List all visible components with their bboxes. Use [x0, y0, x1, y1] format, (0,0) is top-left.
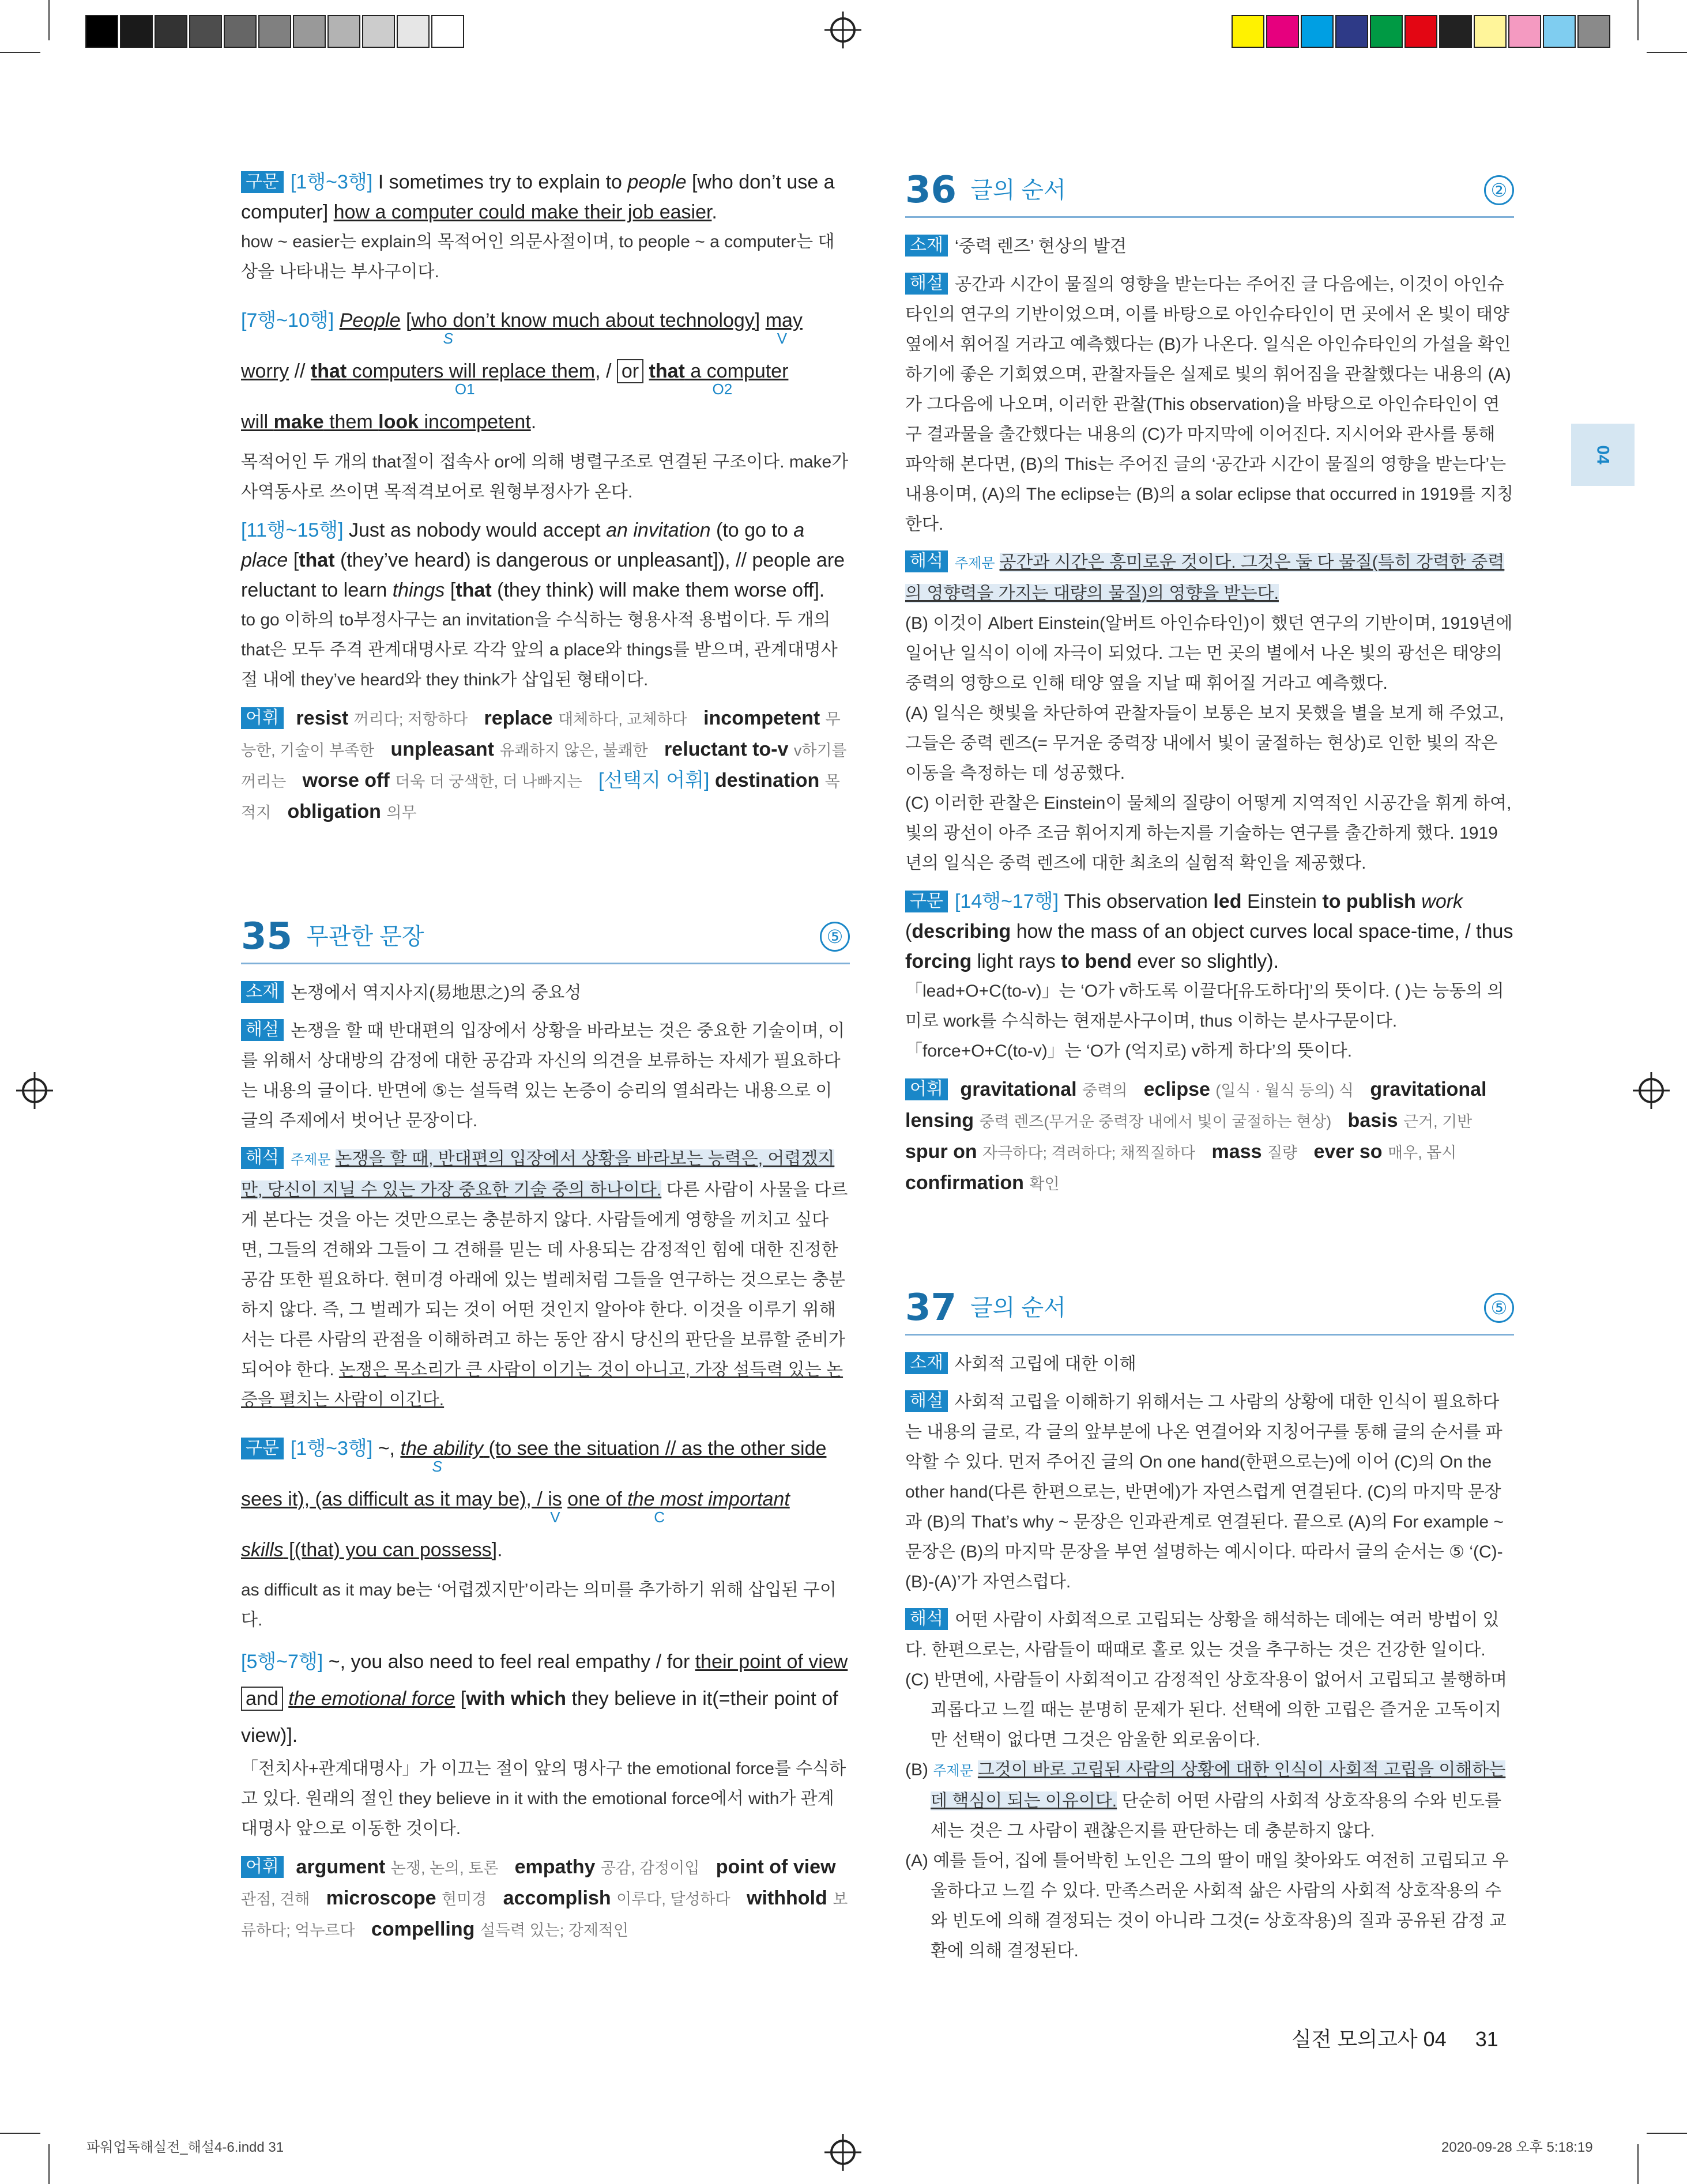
object1-phrase [311, 346, 595, 397]
paragraph-a: (A) 예를 들어, 집에 틀어박힌 노인은 그의 딸이 매일 찾아와도 여전히 고립되고 우울하다고 느낄 수 있다. 만족스러운 사회적 삶은 사람의 사회적 상호작용의 수와 빈도에 의해 결정되는 것이 아니라 그것(= 상호작용)의 질과 공유된 감정 교환에 의해 결정된다. [905, 1851, 1509, 1960]
vocab-item [1348, 1110, 1483, 1131]
color-swatch [1301, 15, 1334, 48]
korean-explanation: as difficult as it may be는 ‘어렵겠지만’이라는 의미를 추가하기 위해 삽입된 구이다. [241, 1581, 837, 1629]
vocab-word: mass [1211, 1141, 1262, 1163]
slug-timestamp: 2020-09-28 오후 5:18:19 [1441, 2140, 1593, 2155]
line-ref: [14행~17행] [954, 891, 1059, 912]
vocab-item [905, 1172, 1060, 1194]
object2-phrase [649, 346, 789, 397]
subject-label: S [432, 1458, 442, 1475]
sentence-text: [who don’t know much about technology] [405, 310, 760, 331]
verb-label: V [777, 330, 788, 347]
translation-block [241, 1144, 850, 1415]
vocab-item [303, 770, 598, 791]
sentence-text: work [1421, 891, 1463, 912]
sentence-text: . [711, 201, 717, 223]
sentence-text: . [497, 1539, 503, 1561]
vocab-tag: 어휘 [905, 1078, 948, 1100]
vocab-item [288, 801, 417, 823]
vocab-word: worse off [302, 770, 390, 791]
sentence-text: that [310, 360, 347, 382]
chapter-tab [1571, 424, 1635, 486]
vocab-item [905, 1141, 1212, 1163]
explanation-text: 사회적 고립을 이해하기 위해서는 그 사람의 상황에 대한 인식이 필요하다는 내용의 글로, 각 글의 앞부분에 나온 연결어와 지칭어구를 통해 글의 순서를 파악할 수 있다. 먼저 주어진 글의 On one hand(한편으로는)에 이어 (C)의 On the other hand(다른 한편으로는, 반면에)가 자연스럽게 연결된다. (C)의 마지막 문장과 (B)의 That’s why ~ 문장은 인과관계로 연결된다. 끝으로 (A)의 For example ~ 문장은 (B)의 마지막 문장을 부연 설명하는 예시이다. 따라서 글의 순서는 ⑤ ‘(C)-(B)-(A)’가 자연스럽다. [905, 1393, 1504, 1591]
sentence-text: [who don’t use a computer] [241, 171, 835, 223]
question-37-header [905, 1282, 1514, 1336]
question-type: 글의 순서 [970, 178, 1066, 203]
vocab-word: point of view [716, 1856, 836, 1878]
topic-sentence: 논쟁을 할 때, 반대편의 입장에서 상황을 바라보는 능력은, 어렵겠지만, 당신이 지닐 수 있는 가장 중요한 기술 중의 하나이다. [241, 1149, 835, 1199]
chapter-tab-label: 04 [1594, 445, 1613, 465]
vocab-item [371, 1918, 628, 1940]
vocab-meaning: 꺼리다; 저항하다 [353, 711, 468, 728]
vocab-meaning: 매우, 몹시 [1388, 1144, 1457, 1161]
left-column [241, 167, 850, 1953]
line-ref: [5행~7행] [241, 1651, 323, 1673]
vocab-meaning: 무능한, 기술이 부족한 [241, 711, 841, 759]
sentence-text: their point of view [695, 1651, 848, 1673]
question-type: 글의 순서 [970, 1295, 1066, 1321]
explanation-block [905, 1387, 1514, 1597]
explanation-tag: 해설 [905, 1390, 948, 1412]
line-ref: [1행~3행] [290, 1438, 373, 1459]
sentence-text: [ [445, 579, 456, 601]
topic-tag: 소재 [905, 235, 948, 257]
registration-mark-top-icon [830, 17, 856, 43]
vocab-meaning: 중력의 [1082, 1082, 1128, 1099]
translation-text: 다른 사람이 사물을 다르게 본다는 것을 아는 것만으로는 충분하지 않다. 사람들에게 영향을 끼치고 싶다면, 그들의 견해와 그들이 그 견해를 믿는 데 사용되는 감정적인 힘에 대한 진정한 공감 또한 필요하다. 현미경 아래에 있는 벌레처럼 그들을 연구하는 것으로는 충분하지 않다. 즉, 그 벌레가 되는 것이 어떤 것인지 알아야 한다. 이것을 이루기 위해서는 다른 사람의 관점을 이해하려고 하는 동안 잠시 당신의 판단을 보류할 준비가 되어야 한다. [241, 1180, 848, 1379]
vocab-item [484, 707, 704, 729]
korean-explanation: 목적어인 두 개의 that절이 접속사 or에 의해 병렬구조로 연결된 구조이다. make가 사역동사로 쓰이면 목적격보어로 원형부정사가 온다. [241, 452, 849, 501]
explanation-text: 공간과 시간이 물질의 영향을 받는다는 주어진 글 다음에는, 이것이 아인슈타인의 연구의 기반이었으며, 이를 바탕으로 아인슈타인이 먼 곳에서 온 빛이 태양 옆에서 휘어질 거라고 예측했다는 (B)가 나온다. 일식은 아인슈타인의 가설을 확인하기에 좋은 기회였으며, 관찰자들은 실제로 빛의 휘어짐을 관찰했다는 내용의 (A)가 그다음에 나오며, 이러한 관찰(This observation)을 바탕으로 아인슈타인이 연구 결과물을 출간했다는 내용의 (C)가 마지막에 이어진다. 지시어와 관사를 통해 파악해 본다면, (B)의 This는 주어진 글의 ‘공간과 시간이 물질의 영향을 받는다’는 내용이며, (A)의 The eclipse는 (B)의 a solar eclipse that occurred in 1919를 지칭한다. [905, 275, 1514, 534]
sentence-text: may [765, 310, 803, 331]
vocab-item [503, 1887, 747, 1909]
color-swatch [1232, 15, 1264, 48]
sentence-text: This observation [1064, 891, 1214, 912]
vocab-tag: 어휘 [241, 1856, 284, 1878]
question-36-header [905, 164, 1514, 218]
vocab-item [960, 1078, 1143, 1100]
sentence-text: I sometimes try to explain to [378, 171, 628, 193]
vocab-item [515, 1856, 716, 1878]
line-ref: [7행~10행] [241, 310, 334, 331]
vocab-word: compelling [371, 1918, 475, 1940]
vocab-word: destination [714, 770, 820, 791]
registration-mark-bottom-icon [830, 2140, 856, 2165]
sentence-text: with which [466, 1688, 567, 1710]
verb-phrase [766, 295, 803, 346]
sentence-text: how a computer could make their job easier [333, 201, 712, 223]
sentence-text: computers will replace them [347, 360, 596, 382]
grammar-note-36 [905, 887, 1514, 1066]
translation-block [905, 548, 1514, 878]
sentence-text: light rays [971, 950, 1061, 972]
vocab-word: obligation [287, 801, 381, 823]
sentence-text: , / [595, 360, 617, 382]
sentence-text: the ability [400, 1438, 484, 1459]
sentence-text: sees it), (as difficult as it may be), / [241, 1488, 548, 1510]
color-swatch [1577, 15, 1610, 48]
topic-text: 사회적 고립에 대한 이해 [954, 1355, 1136, 1374]
sentence-text: that [455, 579, 492, 601]
vocab-item [1144, 1078, 1370, 1100]
sentence-text: // [289, 360, 311, 382]
topic-sentence-label: 주제문 [933, 1763, 973, 1779]
color-swatch [189, 15, 222, 48]
answer-badge: ② [1484, 175, 1514, 205]
color-swatch [1439, 15, 1472, 48]
korean-explanation: 「전치사+관계대명사」가 이끄는 절이 앞의 명사구 the emotional force를 수식하고 있다. 원래의 절인 they believe in it with the emotional force에서 with가 관계대명사 앞으로 이동한 것이다. [241, 1759, 846, 1838]
line-ref: [1행~3행] [290, 171, 373, 193]
answer-badge: ⑤ [1484, 1293, 1514, 1323]
vocab-meaning: 자극하다; 격려하다; 채찍질하다 [982, 1144, 1196, 1161]
vocab-word: withhold [747, 1887, 827, 1909]
vocab-meaning: 근거, 기반 [1403, 1113, 1473, 1130]
sentence-text: [ [455, 1688, 466, 1710]
paragraph-a: (A) 일식은 햇빛을 차단하여 관찰자들이 보통은 보지 못했을 별을 보게 해 주었고, 그들은 중력 렌즈(= 무거운 중력장 내에서 빛이 굴절하는 현상)로 인한 빛의 작은 이동을 측정하는 데 성공했다. [905, 704, 1504, 783]
right-column [905, 164, 1514, 1966]
vocab-word: resist [296, 707, 349, 729]
vocab-item [296, 1856, 514, 1878]
sentence-text: forcing [905, 950, 972, 972]
vocab-meaning: 유쾌하지 않은, 불쾌한 [499, 742, 648, 759]
grammar-note-3 [241, 515, 850, 695]
grammar-tag: 구문 [905, 891, 948, 912]
subject-phrase [400, 1423, 483, 1474]
color-swatch [1474, 15, 1507, 48]
line-ref: [11행~15행] [241, 519, 344, 541]
vocab-meaning: 의무 [386, 804, 417, 821]
sentence-text: (to go to [710, 519, 794, 541]
boxed-conjunction: or [617, 359, 643, 383]
sentence-text: led [1213, 891, 1242, 912]
korean-explanation: how ~ easier는 explain의 목적어인 의문사절이며, to people ~ a computer는 대상을 나타내는 부사구이다. [241, 232, 835, 281]
sentence-text: one of [567, 1488, 628, 1510]
grammar-note-35-2 [241, 1643, 850, 1844]
explanation-tag: 해설 [241, 1019, 284, 1041]
vocab-word: incompetent [703, 707, 820, 729]
vocab-meaning: (일식 · 월식 등의) 식 [1215, 1082, 1354, 1099]
sentence-text: will [241, 411, 274, 433]
topic-block [241, 977, 850, 1008]
sentence-text: (they’ve heard) is dangerous or unpleasant]), // people are reluctant to learn [241, 549, 845, 601]
sentence-text: (to see the situation // as the other side [483, 1438, 827, 1459]
vocab-tag: 어휘 [241, 707, 284, 729]
sentence-text: make [273, 411, 324, 433]
verb-label: V [550, 1508, 560, 1526]
vocab-word: microscope [326, 1887, 436, 1909]
topic-block [905, 231, 1514, 262]
vocab-item [391, 738, 665, 760]
vocab-word: confirmation [905, 1172, 1024, 1194]
sentence-text: things [392, 579, 445, 601]
complement-label: C [654, 1508, 665, 1526]
sentence-text: People [339, 310, 401, 331]
slug-filename: 파워업독해실전_해설4-6.indd 31 [86, 2140, 284, 2155]
vocab-meaning: 보류하다; 억누르다 [241, 1891, 848, 1939]
sentence-text: the emotional force [288, 1688, 455, 1710]
paragraph-c: (C) 이러한 관찰은 Einstein이 물체의 질량이 어떻게 지역적인 시공간을 휘게 하여, 빛의 광선이 아주 조금 휘어지게 하는지를 기술하는 연구를 출간하게 했다. 1919년의 일식은 중력 렌즈에 대한 최초의 실험적 확인을 제공했다. [905, 794, 1512, 873]
registration-mark-right-icon [1639, 1078, 1664, 1103]
question-number: 35 [241, 915, 293, 958]
sentence-text: is [548, 1488, 562, 1510]
color-swatch [293, 15, 326, 48]
explanation-block [241, 1016, 850, 1136]
vocab-item [296, 707, 484, 729]
footer-title: 실전 모의고사 04 [1291, 2027, 1447, 2051]
vocab-word: spur on [905, 1141, 977, 1163]
vocab-meaning: v하기를 꺼리는 [241, 742, 847, 790]
sentence-text: ( [905, 921, 912, 942]
vocab-meaning: 질량 [1267, 1144, 1298, 1161]
sentence-text: [ [288, 549, 299, 571]
subject-label: S [443, 330, 453, 347]
sentence-text: people [627, 171, 687, 193]
topic-tag: 소재 [241, 981, 284, 1003]
question-number: 36 [905, 169, 957, 212]
paragraph-label: (B) [905, 1760, 928, 1779]
sentence-text: the most important [627, 1488, 790, 1510]
color-swatch [431, 15, 464, 48]
sentence-text: to publish [1322, 891, 1416, 912]
color-swatch [327, 15, 360, 48]
vocab-word: argument [296, 1856, 386, 1878]
translation-tag: 해석 [241, 1147, 284, 1169]
grammar-note-35-1 [241, 1423, 850, 1635]
sentence-text: [(that) you can possess] [283, 1539, 498, 1561]
sentence-text: that [299, 549, 335, 571]
color-swatch [1335, 15, 1368, 48]
color-swatch [1404, 15, 1437, 48]
paragraph-b: (B) 이것이 Albert Einstein(알버트 아인슈타인)이 했던 연구의 기반이며, 1919년에 일어난 일식이 이에 자극이 되었다. 그는 먼 곳의 별에서 나온 빛의 광선은 태양의 중력의 영향으로 인해 태양 옆을 지날 때 휘어질 거라고 예측했다. [905, 614, 1513, 693]
topic-sentence: 그것이 바로 고립된 사람의 상황에 대한 인식이 사회적 고립을 이해하는 데 핵심이 되는 이유이다. [931, 1760, 1506, 1810]
question-type: 무관한 문장 [306, 924, 424, 949]
sentence-text: that [649, 360, 685, 382]
korean-explanation: to go 이하의 to부정사구는 an invitation을 수식하는 형용사적 용법이다. 두 개의 that은 모두 주격 관계대명사로 각각 앞의 a place와 things를 받으며, 관계대명사절 내에 they’ve heard와 they think가 삽입된 형태이다. [241, 610, 838, 689]
sentence-text: an invitation [606, 519, 711, 541]
vocab-meaning: 관점, 견해 [241, 1891, 310, 1908]
sentence-text: they believe in it(=their point of view)]. [241, 1688, 838, 1747]
vocab-word: reluctant to-v [664, 738, 789, 760]
color-swatch [1266, 15, 1299, 48]
vocab-word: gravitational [960, 1078, 1077, 1100]
vocab-meaning: 확인 [1029, 1175, 1060, 1193]
irrelevant-sentence: 논쟁은 목소리가 큰 사람이 이기는 것이 아니고, 가장 설득력 있는 논증을 펼치는 사람이 이긴다. [241, 1360, 843, 1409]
color-swatch [1508, 15, 1541, 48]
sentence-text: . [530, 411, 537, 433]
topic-sentence-label: 주제문 [290, 1152, 331, 1168]
vocab-item [1313, 1141, 1467, 1163]
translation-tag: 해석 [905, 1608, 948, 1630]
sentence-text: skills [241, 1539, 284, 1561]
sentence-text: worry [241, 360, 289, 382]
vocab-block [241, 703, 850, 828]
page-footer [1291, 2023, 1498, 2053]
topic-text: 논쟁에서 역지사지(易地思之)의 중요성 [290, 983, 582, 1002]
color-swatch [155, 15, 187, 48]
translation-tag: 해석 [905, 550, 948, 572]
sentence-text: them [323, 411, 379, 433]
topic-text: ‘중력 렌즈’ 현상의 발견 [954, 237, 1127, 256]
vocab-meaning: 이루다, 달성하다 [616, 1891, 730, 1908]
question-number: 37 [905, 1287, 957, 1329]
vocab-word: replace [484, 707, 553, 729]
color-swatch [397, 15, 430, 48]
sentence-text: ever so slightly). [1131, 950, 1279, 972]
topic-sentence: 공간과 시간은 흥미로운 것이다. 그것은 둘 다 물질(특히 강력한 중력의 영향력을 가지는 대량의 물질)의 영향을 받는다. [905, 553, 1505, 603]
page-number: 31 [1475, 2027, 1498, 2051]
vocab-meaning: 더욱 더 궁색한, 더 나빠지는 [395, 773, 582, 790]
vocab-item [326, 1887, 503, 1909]
vocab-item [1212, 1141, 1314, 1163]
sentence-text: a place [241, 519, 805, 571]
explanation-block [905, 270, 1514, 540]
paragraph-c: (C) 반면에, 사람들이 사회적이고 감정적인 상호작용이 없어서 고립되고 불행하며 괴롭다고 느낄 때는 분명히 문제가 된다. 선택에 의한 고립은 즐거운 고독이지만 선택이 없다면 그것은 암울한 외로움이다. [905, 1670, 1508, 1749]
vocab-word: basis [1347, 1110, 1398, 1131]
verb-phrase [548, 1474, 562, 1525]
vocab-list [241, 707, 847, 823]
sentence-text: Just as nobody would accept [349, 519, 607, 541]
boxed-conjunction: and [241, 1687, 283, 1711]
paragraph-b [905, 1755, 1514, 1846]
grammar-note-2 [241, 295, 850, 507]
sentence-text: a computer [684, 360, 789, 382]
sentence-text: ~, you also need to feel real empathy / for [328, 1651, 695, 1673]
sentence-text: incompetent [419, 411, 531, 433]
korean-explanation: 「lead+O+C(to-v)」는 ‘O가 v하도록 이끌다[유도하다]’의 뜻이다. ( )는 능동의 의미로 work를 수식하는 현재분사구이며, thus 이하는 분사구문이다. 「force+O+C(to-v)」는 ‘O가 (억지로) v하게 하다’의 뜻이다. [905, 982, 1504, 1061]
sentence-text: ~, [378, 1438, 401, 1459]
vocab-word: eclipse [1143, 1078, 1210, 1100]
color-swatch [1370, 15, 1403, 48]
color-swatch [224, 15, 257, 48]
grammar-note-1 [241, 167, 850, 287]
vocab-block [905, 1074, 1514, 1199]
registration-mark-left-icon [22, 1078, 47, 1103]
topic-block [905, 1348, 1514, 1379]
option-vocab-label: [선택지 어휘] [598, 770, 710, 791]
color-swatch [1543, 15, 1576, 48]
vocab-meaning: 목적지 [241, 773, 840, 821]
vocab-meaning: 중력 렌즈(무거운 중력장 내에서 빛이 굴절하는 현상) [979, 1113, 1332, 1130]
vocab-meaning: 공감, 감정이입 [600, 1859, 700, 1877]
color-swatch [120, 15, 153, 48]
vocab-word: empathy [514, 1856, 596, 1878]
sentence-text: (they think) will make them worse off]. [491, 579, 825, 601]
explanation-tag: 해설 [905, 273, 948, 295]
grammar-tag: 구문 [241, 171, 284, 193]
sentence-text: to bend [1061, 950, 1132, 972]
vocab-meaning: 현미경 [442, 1891, 487, 1908]
color-swatch [85, 15, 118, 48]
object2-label: O2 [712, 380, 733, 398]
color-swatch [362, 15, 395, 48]
vocab-word: ever so [1313, 1141, 1383, 1163]
complement-phrase [567, 1474, 790, 1525]
color-swatch [258, 15, 291, 48]
answer-badge: ⑤ [820, 922, 850, 952]
object1-label: O1 [454, 380, 475, 398]
vocab-meaning: 대체하다, 교체하다 [558, 711, 687, 728]
explanation-text: 논쟁을 할 때 반대편의 입장에서 상황을 바라보는 것은 중요한 기술이며, 이를 위해서 상대방의 감정에 대한 공감과 자신의 의견을 보류하는 자세가 필요하다는 내용의 글이다. 반면에 ⑤는 설득력 있는 논증이 승리의 열쇠라는 내용으로 이 글의 주제에서 벗어난 문장이다. [241, 1021, 845, 1130]
sentence-text: look [378, 411, 419, 433]
question-35-header [241, 911, 850, 964]
sentence-text: Einstein [1241, 891, 1323, 912]
sentence-text [1416, 891, 1421, 912]
vocab-block [241, 1852, 850, 1945]
vocab-word: unpleasant [390, 738, 494, 760]
vocab-meaning: 설득력 있는; 강제적인 [480, 1922, 629, 1939]
subject-phrase [339, 295, 453, 347]
topic-tag: 소재 [905, 1352, 948, 1374]
grammar-tag: 구문 [241, 1438, 284, 1459]
paragraph-text: 단순히 어떤 사람의 사회적 상호작용의 수와 빈도를 세는 것은 그 사람이 괜찮은지를 판단하는 데 충분하지 않다. [931, 1791, 1502, 1840]
topic-sentence-label: 주제문 [954, 556, 995, 571]
translation-block [905, 1605, 1514, 1966]
vocab-word: gravitational lensing [905, 1078, 1487, 1131]
vocab-meaning: 논쟁, 논의, 토론 [390, 1859, 499, 1877]
sentence-text: how the mass of an object curves local space-time, / thus [1011, 921, 1513, 942]
sentence-text: describing [912, 921, 1011, 942]
vocab-word: accomplish [503, 1887, 611, 1909]
translation-text: 어떤 사람이 사회적으로 고립되는 상황을 해석하는 데에는 여러 방법이 있다. 한편으로는, 사람들이 때때로 홀로 있는 것을 추구하는 것은 건강한 일이다. [905, 1610, 1500, 1659]
